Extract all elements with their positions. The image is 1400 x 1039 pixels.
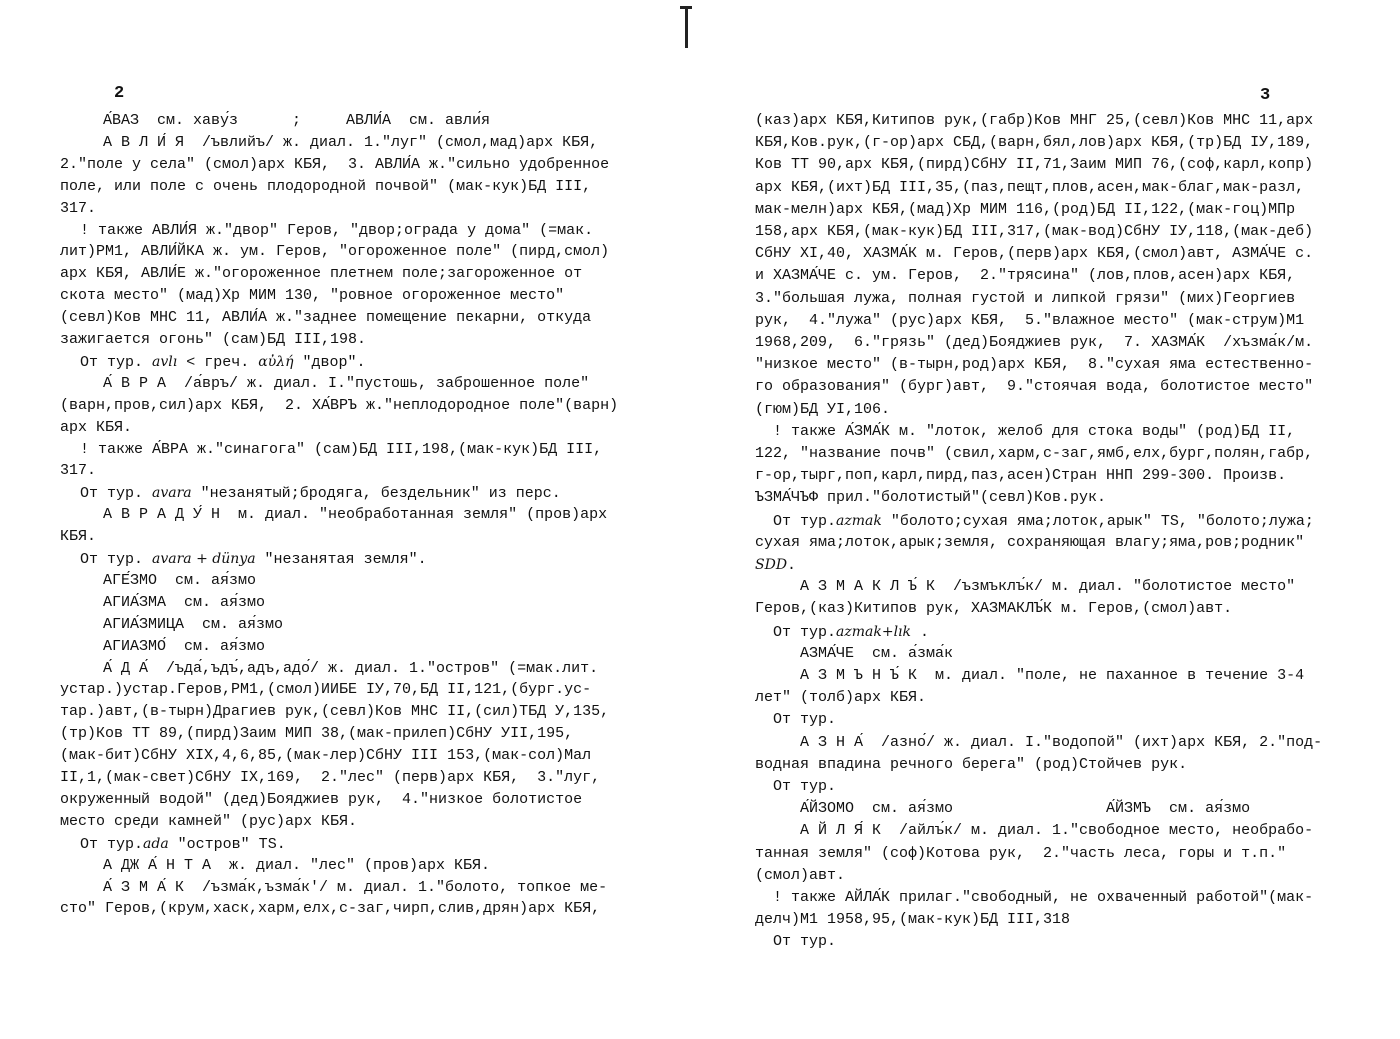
entry-text-line xyxy=(755,556,796,575)
entry-text-line: место среди камней" (рус)арх КБЯ. xyxy=(60,812,358,830)
text-segment: От тур. xyxy=(80,835,144,853)
text-segment: От тур. xyxy=(773,623,837,641)
entry-note-line xyxy=(80,835,286,854)
text-segment: "двор". xyxy=(293,353,366,371)
entry-headword-line: А В Р А Д У́ Н м. диал. "необработанная земля" (пров)арх xyxy=(103,506,608,524)
entry-headword-line: А З Н А́ /азно́/ ж. диал. I."водопой" (ихт)арх КБЯ, 2."под- xyxy=(800,733,1323,751)
entry-headword-line: А́ЙЗОМО см. ая́змо А́ЙЗМЪ см. ая́змо xyxy=(800,800,1251,818)
entry-note-line xyxy=(80,353,366,372)
page-number: 2 xyxy=(114,84,125,103)
page-right xyxy=(700,0,1400,1039)
entry-text-line: (севл)Ков МНС 11, АВЛИ́А ж."заднее помещение пекарни, откуда xyxy=(60,309,592,327)
text-segment: "незанятый;бродяга, бездельник" из перс. xyxy=(191,485,561,503)
etymon-handwritten: avlı xyxy=(152,353,178,370)
entry-note-line xyxy=(773,512,1314,531)
entry-text-line: водная впадина речного берега" (род)Стойчев рук. xyxy=(755,755,1188,773)
etymon-handwritten: azmak xyxy=(836,512,882,529)
entry-text-line: 122, "название почв" (свил,харм,с-заг,ямб,елх,бург,полян,габр, xyxy=(755,445,1314,462)
entry-headword-line: А З М А К Л Ъ́ К /ъзмъклъ́к/ м. диал. "болотистое место" xyxy=(800,578,1296,596)
entry-text-line: (варн,пров,сил)арх КБЯ, 2. ХА́ВРЪ ж."неплодородное поле"(варн) xyxy=(60,396,619,414)
entry-text-line: зажигается огонь" (сам)БД III,198. xyxy=(60,331,367,348)
entry-note-line: От тур. xyxy=(773,778,837,795)
entry-note-line xyxy=(80,484,561,503)
entry-note-line: ! также А́ВРА ж."синагога" (сам)БД III,198,(мак-кук)БД III, xyxy=(80,440,603,458)
entry-text-line: СбНУ XI,40, ХАЗМА́К м. Геров,(перв)арх КБЯ,(смол)авт, АЗМА́ЧЕ с. xyxy=(755,245,1314,263)
entry-text-line: го образования" (бург)авт, 9."стоячая вода, болотистое место" xyxy=(755,378,1314,396)
text-segment: От тур. xyxy=(773,512,837,530)
entry-text-line: 2."поле у села" (смол)арх КБЯ, 3. АВЛИ́А ж."сильно удобренное xyxy=(60,155,610,173)
entry-text-line: 1968,209, 6."грязь" (дед)Бояджиев рук, 7. ХАЗМА́К /хъзма́к/м. xyxy=(755,334,1314,351)
entry-headword-line: АГИА́ЗМИЦА см. ая́змо xyxy=(103,615,284,633)
entry-text-line: 158,арх КБЯ,(мак-кук)БД III,317,(мак-вод)СбНУ IУ,118,(мак-деб) xyxy=(755,223,1314,240)
entry-text-line: сухая яма;лоток,арык;земля, сохраняющая влагу;яма,ров;родник" xyxy=(755,533,1305,551)
entry-text-line: Ков ТТ 90,арх КБЯ,(пирд)СбНУ II,71,Заим МИП 76,(соф,карл,копр) xyxy=(755,156,1314,174)
entry-note-line: ! также АЙЛА́К прилаг."свободный, не охваченный работой"(мак- xyxy=(773,889,1314,906)
etymon-handwritten: avara + dünya xyxy=(152,551,256,567)
entry-text-line: 317. xyxy=(60,462,97,480)
entry-text-line: и ХАЗМА́ЧЕ с. ум. Геров, 2."трясина" (лов,плов,асен)арх КБЯ, xyxy=(755,267,1296,285)
entry-text-line: (гюм)БД УI,106. xyxy=(755,400,891,418)
entry-headword-line: А́ З М А́ К /ъзма́к,ъзма́к'/ м. диал. 1."болото, топкое ме- xyxy=(103,878,608,896)
entry-text-line: (смол)авт. xyxy=(755,866,846,884)
entry-text-line: арх КБЯ. xyxy=(60,418,133,436)
entry-headword-line: А В Л И́ Я /ъвлийъ/ ж. диал. 1."луг" (смол,мад)арх КБЯ, xyxy=(103,133,599,151)
entry-text-line: (мак-бит)СбНУ XIX,4,6,85,(мак-лер)СбНУ III 153,(мак-сол)Мал xyxy=(60,747,592,765)
etymon-handwritten: SDD xyxy=(755,557,788,573)
entry-text-line: Геров,(каз)Китипов рук, ХАЗМАКЛЪ́К м. Геров,(смол)авт. xyxy=(755,600,1233,618)
entry-headword-line: АГИА́ЗМА см. ая́змо xyxy=(103,593,266,611)
entry-text-line: ЪЗМА́ЧЪФ прил."болотистый"(севл)Ков.рук. xyxy=(755,489,1107,507)
text-segment: . xyxy=(911,623,930,641)
entry-text-line: рук, 4."лужа" (рус)арх КБЯ, 5."влажное место" (мак-струм)М1 xyxy=(755,311,1305,329)
entry-text-line: КБЯ. xyxy=(60,528,97,546)
text-segment: От тур. xyxy=(80,485,153,503)
text-segment: От тур. xyxy=(80,353,153,371)
entry-text-line: арх КБЯ,(ихт)БД III,35,(паз,пещт,плов,асен,мак-благ,мак-разл, xyxy=(755,178,1305,196)
etymon-handwritten: ada xyxy=(143,835,169,852)
entry-text-line: 317. xyxy=(60,199,97,217)
entry-text-line: "низкое место" (в-тырн,род)арх КБЯ, 8."сухая яма естественно- xyxy=(755,356,1314,374)
entry-text-line: лит)РМ1, АВЛИ́ЙКА ж. ум. Геров, "огороженное поле" (пирд,смол) xyxy=(60,243,610,261)
text-segment: От тур. xyxy=(80,551,153,568)
entry-text-line: 3."большая лужа, полная густой и липкой грязи" (мих)Георгиев xyxy=(755,289,1296,307)
entry-note-line: ! также АВЛИ́Я ж."двор" Геров, "двор;ограда у дома" (=мак. xyxy=(80,221,594,239)
text-segment: "болото;сухая яма;лоток,арык" TS, "болото;лужа; xyxy=(881,512,1314,530)
text-segment: "остров" TS. xyxy=(168,835,286,853)
entry-headword-line: АГЕ́ЗМО см. ая́змо xyxy=(103,571,257,589)
text-segment: "незанятая земля". xyxy=(255,551,427,568)
entry-text-line: (тр)Ков ТТ 89,(пирд)Заим МИП 38,(мак-прилеп)СбНУ УII,195, xyxy=(60,725,574,743)
etymon-handwritten: avara xyxy=(152,485,192,502)
etymon-handwritten: αὐλή xyxy=(258,353,294,370)
entry-text-line: арх КБЯ, АВЛИ́Е ж."огороженное плетнем поле;загороженное от xyxy=(60,265,583,283)
entry-text-line: делч)М1 1958,95,(мак-кук)БД III,318 xyxy=(755,911,1071,929)
etymon-handwritten: azmak+lık xyxy=(836,623,912,640)
entry-note-line xyxy=(80,550,427,569)
entry-headword-line: А З М Ъ Н Ъ́ К м. диал. "поле, не паханное в течение 3-4 xyxy=(800,667,1305,684)
entry-headword-line: А́ВАЗ см. хаву́з ; АВЛИ́А см. авли́я xyxy=(103,112,491,129)
entry-text-line: сто" Геров,(крум,хаск,харм,елх,с-заг,чирп,слив,дрян)арх КБЯ, xyxy=(60,900,601,918)
entry-text-line: устар.)устар.Геров,РМ1,(смол)ИИБЕ IУ,70,БД II,121,(бург.ус- xyxy=(60,681,592,699)
entry-note-line: От тур. xyxy=(773,711,837,729)
entry-text-line: лет" (толб)арх КБЯ. xyxy=(755,689,927,707)
entry-text-line: (каз)арх КБЯ,Китипов рук,(габр)Ков МНГ 25,(севл)Ков МНС 11,арх xyxy=(755,112,1314,129)
entry-text-line: II,1,(мак-свет)СбНУ IX,169, 2."лес" (перв)арх КБЯ, 3."луг, xyxy=(60,769,601,786)
entry-text-line: КБЯ,Ков.рук,(г-ор)арх СБД,(варн,бял,лов)арх КБЯ,(тр)БД IУ,189, xyxy=(755,134,1314,152)
entry-note-line xyxy=(773,623,929,642)
entry-headword-line: А Й Л Я́ К /айлъ́к/ м. диал. 1."свободное место, необрабо- xyxy=(800,822,1314,840)
entry-text-line: тар.)авт,(в-тырн)Драгиев рук,(севл)Ков МНС II,(сил)ТБД У,135, xyxy=(60,703,610,721)
entry-headword-line: АГИАЗМО́ см. ая́змо xyxy=(103,637,266,655)
entry-note-line: От тур. xyxy=(773,933,837,951)
page-number: 3 xyxy=(1260,86,1271,105)
entry-text-line: мак-мелн)арх КБЯ,(мад)Хр МИМ 116,(род)БД II,122,(мак-гоц)МПр xyxy=(755,200,1296,218)
entry-headword-line: А́ Д А́ /ъда́,ъдъ́,адъ,адо́/ ж. диал. 1."остров" (=мак.лит. xyxy=(103,659,599,677)
entry-text-line: окруженный водой" (дед)Бояджиев рук, 4."низкое болотистое xyxy=(60,790,583,808)
entry-headword-line: А́ В Р А /а́връ/ ж. диал. I."пустошь, заброшенное поле" xyxy=(103,374,590,392)
entry-text-line: поле, или поле с очень плодородной почвой" (мак-кук)БД III, xyxy=(60,177,592,195)
entry-note-line: ! также А́ЗМА́К м. "лоток, желоб для стока воды" (род)БД II, xyxy=(773,422,1296,440)
entry-text-line: г-ор,тырг,поп,карл,пирд,паз,асен)Стран ННП 299-300. Произв. xyxy=(755,467,1287,485)
text-segment: < греч. xyxy=(177,353,259,371)
entry-headword-line: АЗМА́ЧЕ см. а́зма́к xyxy=(800,644,954,662)
entry-text-line: танная земля" (соф)Котова рук, 2."часть леса, горы и т.п." xyxy=(755,844,1287,862)
text-segment: . xyxy=(787,557,797,574)
entry-headword-line: А ДЖ А́ Н Т А ж. диал. "лес" (пров)арх КБЯ. xyxy=(103,856,491,874)
entry-text-line: скота место" (мад)Хр МИМ 130, "ровное огороженное место" xyxy=(60,287,565,305)
